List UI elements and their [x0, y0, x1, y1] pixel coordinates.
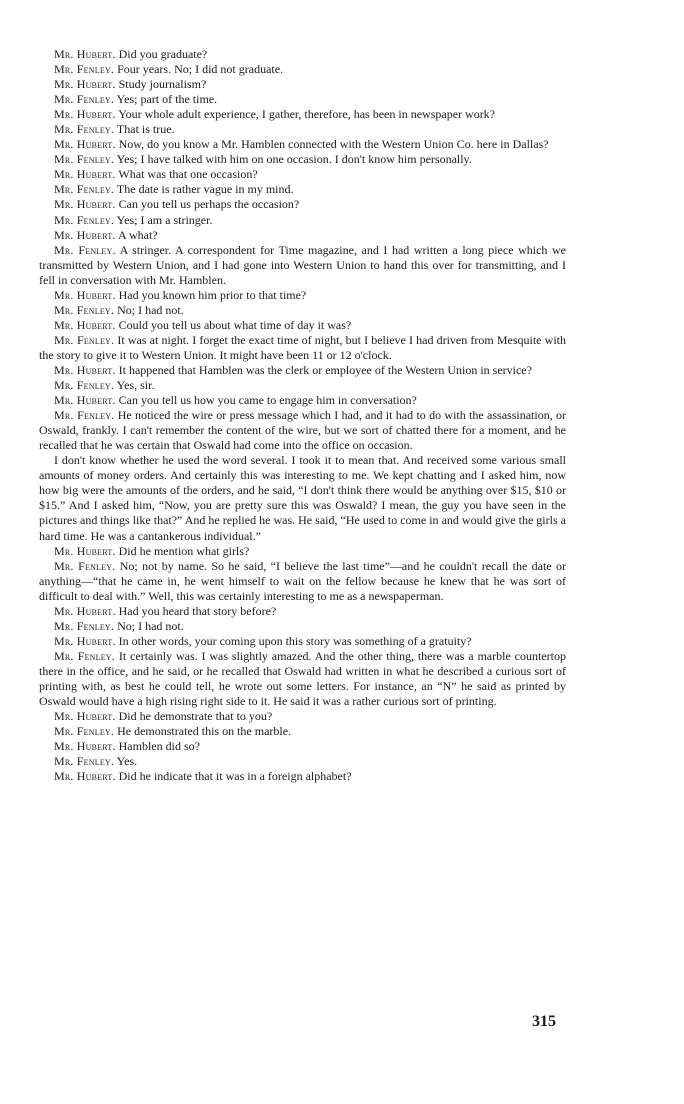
paragraph-text: Now, do you know a Mr. Hamblen connected with the Western Union Co. here in Dallas?	[118, 137, 549, 152]
speaker-label: Mr. Fenley.	[54, 558, 116, 573]
paragraph-text: It was at night. I forget the exact time of night, but I believe I had driven from Mesquite with the story to give it to Western Union. It might have been 11 or 12 o'clock.	[39, 332, 566, 362]
speaker-label: Mr. Hubert.	[54, 77, 116, 92]
paragraph-text: No; I had not.	[117, 302, 184, 317]
paragraph-text: The date is rather vague in my mind.	[116, 182, 294, 197]
testimony-paragraph	[39, 288, 566, 303]
speaker-label: Mr. Fenley.	[54, 212, 115, 227]
paragraph-text: Yes.	[116, 754, 138, 769]
speaker-label: Mr. Fenley.	[54, 302, 115, 317]
speaker-label: Mr. Hubert.	[54, 393, 116, 408]
testimony-body	[39, 47, 566, 784]
testimony-paragraph	[39, 197, 566, 212]
speaker-label: Mr. Hubert.	[54, 287, 116, 302]
speaker-label: Mr. Hubert.	[54, 197, 116, 212]
speaker-label: Mr. Hubert.	[54, 709, 116, 724]
paragraph-text: A what?	[117, 227, 158, 242]
testimony-paragraph	[39, 619, 566, 634]
speaker-label: Mr. Hubert.	[54, 543, 116, 558]
testimony-paragraph	[39, 62, 566, 77]
testimony-paragraph	[39, 709, 566, 724]
speaker-label: Mr. Fenley.	[54, 62, 115, 77]
speaker-label: Mr. Hubert.	[54, 633, 116, 648]
speaker-label: Mr. Hubert.	[54, 739, 116, 754]
testimony-paragraph	[39, 769, 566, 784]
testimony-paragraph	[39, 122, 566, 137]
speaker-label: Mr. Hubert.	[54, 362, 116, 377]
testimony-paragraph	[39, 303, 566, 318]
speaker-label: Mr. Fenley.	[54, 122, 115, 137]
paragraph-text: Did you graduate?	[118, 47, 208, 61]
testimony-paragraph	[39, 363, 566, 378]
paragraph-text: Did he demonstrate that to you?	[118, 709, 273, 724]
paragraph-text: He noticed the wire or press message which I had, and it had to do with the assassination, or Oswald, frankly. I can't remember the content of the wire, but we sort of chatted there for a moment, and he recalled that he was certain that Oswald had come into the office on occasion.	[39, 408, 567, 453]
testimony-paragraph	[39, 228, 566, 243]
speaker-label: Mr. Hubert.	[54, 137, 116, 152]
paragraph-text: He demonstrated this on the marble.	[117, 724, 292, 739]
paragraph-text: What was that one occasion?	[118, 167, 258, 182]
paragraph-text: Did he indicate that it was in a foreign alphabet?	[118, 769, 352, 784]
speaker-label: Mr. Hubert.	[54, 317, 116, 332]
speaker-label: Mr. Fenley.	[54, 618, 115, 633]
page-number: 315	[532, 1013, 556, 1030]
paragraph-text: It happened that Hamblen was the clerk or employee of the Western Union in service?	[118, 362, 532, 377]
testimony-paragraph	[39, 243, 566, 288]
speaker-label: Mr. Fenley.	[54, 332, 115, 347]
paragraph-text: No; not by name. So he said, “I believe the last time”—and he couldn't recall the date or anything—“that he came in, he went himself to wait on the fellow because he knew that he was sort of difficult to deal with.” Well, this was certainly interesting to me as a newspaperman.	[39, 558, 566, 603]
paragraph-text: Had you heard that story before?	[118, 603, 277, 618]
paragraph-text: Your whole adult experience, I gather, therefore, has been in newspaper work?	[118, 107, 496, 122]
testimony-paragraph	[39, 393, 566, 408]
speaker-label: Mr. Fenley.	[54, 242, 116, 257]
paragraph-text: No; I had not.	[117, 618, 184, 633]
paragraph-text: Yes, sir.	[116, 378, 155, 393]
testimony-paragraph	[39, 604, 566, 619]
paragraph-text: Can you tell us perhaps the occasion?	[118, 197, 300, 212]
testimony-paragraph	[39, 107, 566, 122]
speaker-label: Mr. Fenley.	[54, 378, 115, 393]
paragraph-text: Could you tell us about what time of day it was?	[118, 317, 352, 332]
testimony-paragraph	[39, 634, 566, 649]
paragraph-text: It certainly was. I was slightly amazed. And the other thing, there was a marble countertop there in the office, and he said, or he recalled that Oswald had written in what he described a curious sort of printing with, as best he could tell, he wrote out some letters. For instance, an “N” he said as printed by Oswald would have a high rising right side to it. He said it was a rather curious sort of printing.	[39, 648, 566, 709]
paragraph-text: Yes; I am a stringer.	[116, 212, 213, 227]
speaker-label: Mr. Fenley.	[54, 92, 115, 107]
speaker-label: Mr. Fenley.	[54, 724, 115, 739]
testimony-paragraph	[39, 167, 566, 182]
speaker-label: Mr. Hubert.	[54, 47, 116, 61]
speaker-label: Mr. Hubert.	[54, 107, 116, 122]
speaker-label: Mr. Fenley.	[54, 754, 115, 769]
paragraph-text: I don't know whether he used the word several. I took it to mean that. And received some various small amounts of money orders. And certainly this was interesting to me. We kept chatting and I asked him, now how big were the amounts of the orders, and he said, “I don't think there would be anything over $15, $10 or $15.” And I asked him, “Now, you are pretty sure this was Oswald? I mean, the guy you have seen in the pictures and things like that?” And he replied he was. He said, “He used to come in and would give the girls a hard time. He was a cantankerous individual.”	[39, 453, 566, 543]
testimony-paragraph	[39, 47, 566, 62]
testimony-paragraph	[39, 408, 566, 453]
speaker-label: Mr. Hubert.	[54, 769, 116, 784]
testimony-paragraph	[39, 333, 566, 363]
testimony-paragraph	[39, 318, 566, 333]
testimony-paragraph	[39, 649, 566, 709]
testimony-paragraph	[39, 213, 566, 228]
paragraph-text: Can you tell us how you came to engage him in conversation?	[118, 393, 417, 408]
testimony-paragraph	[39, 739, 566, 754]
paragraph-text: A stringer. A correspondent for Time magazine, and I had written a long piece which we transmitted by Western Union, and I had gone into Western Union to hand this over for transmitting, and I fell in conversation with Mr. Hamblen.	[39, 242, 566, 287]
paragraph-text: Yes; I have talked with him on one occasion. I don't know him personally.	[116, 152, 472, 167]
paragraph-text: Study journalism?	[118, 77, 207, 92]
speaker-label: Mr. Fenley.	[54, 152, 115, 167]
speaker-label: Mr. Hubert.	[54, 227, 116, 242]
paragraph-text: Had you known him prior to that time?	[118, 287, 307, 302]
testimony-paragraph	[39, 544, 566, 559]
speaker-label: Mr. Fenley.	[54, 182, 115, 197]
paragraph-text: That is true.	[116, 122, 175, 137]
testimony-paragraph	[39, 559, 566, 604]
paragraph-text: Did he mention what girls?	[118, 543, 250, 558]
testimony-paragraph	[39, 182, 566, 197]
paragraph-text: Four years. No; I did not graduate.	[117, 62, 284, 77]
speaker-label: Mr. Hubert.	[54, 603, 116, 618]
testimony-paragraph	[39, 754, 566, 769]
testimony-paragraph	[39, 92, 566, 107]
paragraph-text: Yes; part of the time.	[116, 92, 218, 107]
testimony-paragraph	[39, 453, 566, 543]
testimony-paragraph	[39, 724, 566, 739]
paragraph-text: In other words, your coming upon this story was something of a gratuity?	[118, 633, 472, 648]
testimony-paragraph	[39, 137, 566, 152]
speaker-label: Mr. Hubert.	[54, 167, 116, 182]
testimony-paragraph	[39, 152, 566, 167]
speaker-label: Mr. Fenley.	[54, 408, 115, 423]
paragraph-text: Hamblen did so?	[118, 739, 200, 754]
speaker-label: Mr. Fenley.	[54, 648, 115, 663]
testimony-paragraph	[39, 378, 566, 393]
testimony-paragraph	[39, 77, 566, 92]
